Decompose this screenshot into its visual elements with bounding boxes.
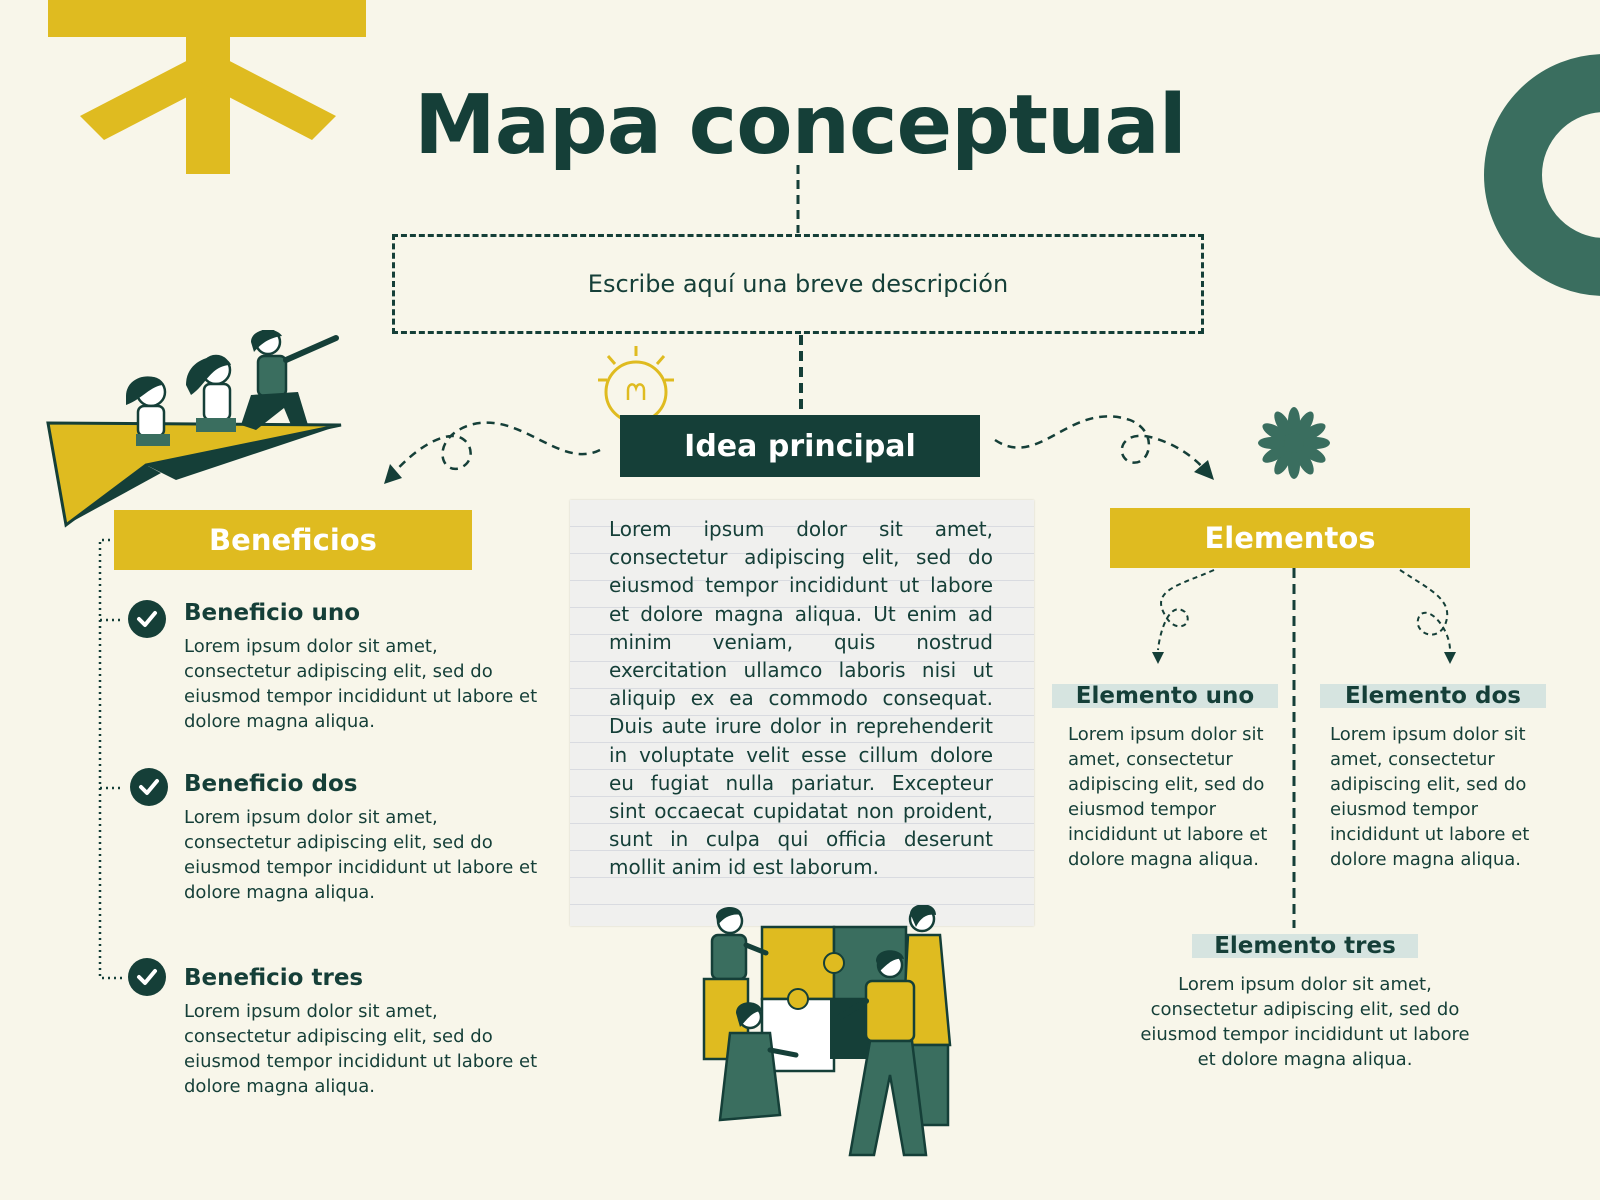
element-one-title: Elemento uno xyxy=(1052,684,1278,708)
elements-label: Elementos xyxy=(1110,508,1470,568)
puzzle-team-illustration xyxy=(690,905,980,1165)
main-idea-text: Lorem ipsum dolor sit amet, consectetur adipiscing elit, sed do eiusmod tempor incididunt ut labore et dolore magna aliqua. Ut enim ad minim veniam, quis nostrud exercitation ullamco laboris nisi ut aliquip ex ea commodo consequat. Duis aute irure dolor in reprehenderit in voluptate velit esse cillum dolore eu fugiat nulla pariatur. Excepteur sint occaecat cupidatat non proident, sunt in culpa qui officia deserunt mollit anim id est laborum. xyxy=(609,517,993,880)
benefit-two-title: Beneficio dos xyxy=(184,771,358,797)
benefit-three-title: Beneficio tres xyxy=(184,965,364,991)
check-icon xyxy=(130,768,168,806)
benefits-label: Beneficios xyxy=(114,510,472,570)
main-idea-label: Idea principal xyxy=(620,415,980,477)
element-three-title: Elemento tres xyxy=(1192,934,1418,958)
check-icon xyxy=(128,600,166,638)
element-one-text: Lorem ipsum dolor sit amet, consectetur adipiscing elit, sed do eiusmod tempor incididunt ut labore et dolore magna aliqua. xyxy=(1068,724,1268,870)
description-box: Escribe aquí una breve descripción xyxy=(392,234,1204,334)
flower-icon xyxy=(1258,407,1330,479)
benefit-one-title: Beneficio uno xyxy=(184,600,361,626)
benefit-two-text: Lorem ipsum dolor sit amet, consectetur adipiscing elit, sed do eiusmod tempor incididunt ut labore et dolore magna aliqua. xyxy=(184,807,538,903)
check-icon xyxy=(128,958,166,996)
element-two-title: Elemento dos xyxy=(1320,684,1546,708)
benefit-one-text: Lorem ipsum dolor sit amet, consectetur adipiscing elit, sed do eiusmod tempor incididunt ut labore et dolore magna aliqua. xyxy=(184,636,538,732)
element-three-text: Lorem ipsum dolor sit amet, consectetur adipiscing elit, sed do eiusmod tempor incididunt ut labore et dolore magna aliqua. xyxy=(1140,974,1470,1070)
benefit-three-text: Lorem ipsum dolor sit amet, consectetur adipiscing elit, sed do eiusmod tempor incididunt ut labore et dolore magna aliqua. xyxy=(184,1001,538,1097)
page-title: Mapa conceptual xyxy=(414,78,1186,173)
paper-plane-team-illustration xyxy=(46,330,346,535)
element-two-text: Lorem ipsum dolor sit amet, consectetur adipiscing elit, sed do eiusmod tempor incididunt ut labore et dolore magna aliqua. xyxy=(1330,724,1530,870)
